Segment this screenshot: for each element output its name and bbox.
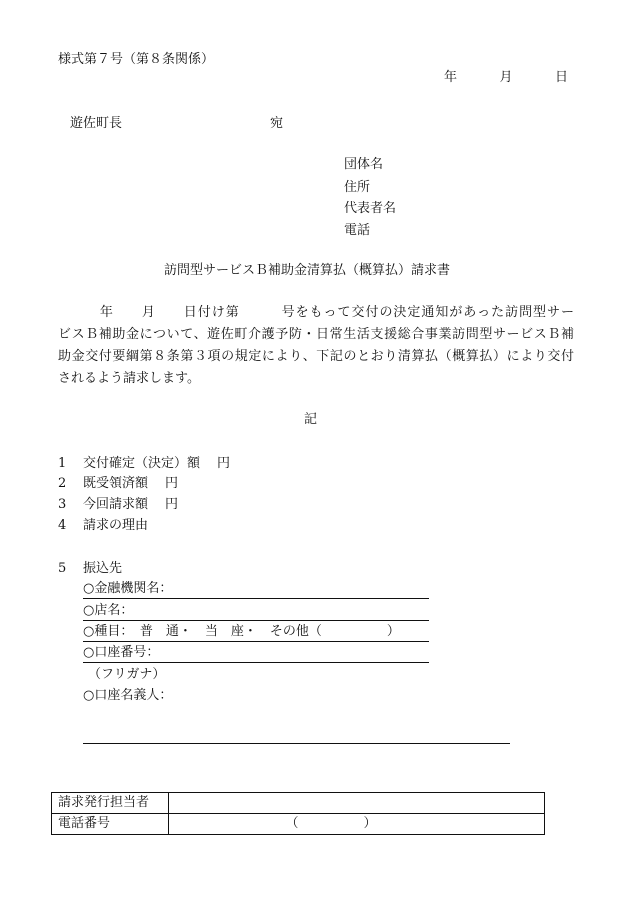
item-1-number: 1 [58, 456, 67, 471]
item-4-label: 請求の理由 [83, 518, 149, 533]
contact-table [51, 792, 545, 835]
contact-person-value [169, 793, 545, 814]
item-1-label: 交付確定（決定）額 [83, 456, 201, 471]
date-year-label: 年 [444, 70, 458, 85]
document-title: 訪問型サービスＢ補助金清算払（概算払）請求書 [164, 263, 451, 278]
item-3-unit: 円 [165, 497, 179, 512]
applicant-phone-label: 電話 [344, 223, 371, 238]
transfer-heading: 振込先 [83, 561, 123, 576]
date-line [444, 70, 568, 86]
item-4-number: 4 [58, 518, 67, 533]
contact-phone-label: 電話番号 [52, 814, 169, 835]
body-line-3: 助金交付要綱第８条第３項の規定により、下記のとおり清算払（概算払）により交付 [58, 349, 574, 364]
item-1-unit: 円 [217, 456, 231, 471]
item-2-label: 既受領済額 [83, 476, 149, 491]
table-row [52, 814, 545, 835]
furigana-label: （フリガナ） [88, 667, 166, 682]
applicant-address-label: 住所 [344, 180, 371, 195]
applicant-representative-label: 代表者名 [344, 201, 397, 216]
account-holder-underline [83, 743, 510, 744]
form-number: 様式第７号（第８条関係） [58, 52, 215, 67]
table-row [52, 793, 545, 814]
account-type-field: ○種目： 普 通・ 当 座・ その他（ ） [83, 624, 429, 642]
branch-name-field: ○店名： [83, 603, 429, 621]
transfer-number: 5 [58, 561, 67, 576]
item-2-number: 2 [58, 476, 67, 491]
bank-name-field: ○金融機関名： [83, 581, 429, 599]
contact-phone-value: （ ） [169, 814, 545, 835]
date-day-label: 日 [554, 70, 568, 85]
ki-heading: 記 [304, 412, 318, 427]
body-line-4: されるよう請求します。 [58, 371, 200, 386]
body-line-1: 年 月 日付け第 号をもって交付の決定通知があった訪問型サー [58, 305, 574, 320]
addressee-name: 遊佐町長 [70, 116, 123, 131]
date-month-label: 月 [499, 70, 513, 85]
body-line-2: ビスＢ補助金について、遊佐町介護予防・日常生活支援総合事業訪問型サービスＢ補 [58, 327, 574, 342]
account-number-field: ○口座番号： [83, 645, 429, 663]
applicant-group-name-label: 団体名 [344, 157, 384, 172]
addressee-suffix: 宛 [270, 116, 284, 131]
item-3-number: 3 [58, 497, 67, 512]
item-3-label: 今回請求額 [83, 497, 149, 512]
contact-person-label: 請求発行担当者 [52, 793, 169, 814]
account-holder-label: ○口座名義人： [83, 688, 173, 703]
item-2-unit: 円 [165, 476, 179, 491]
